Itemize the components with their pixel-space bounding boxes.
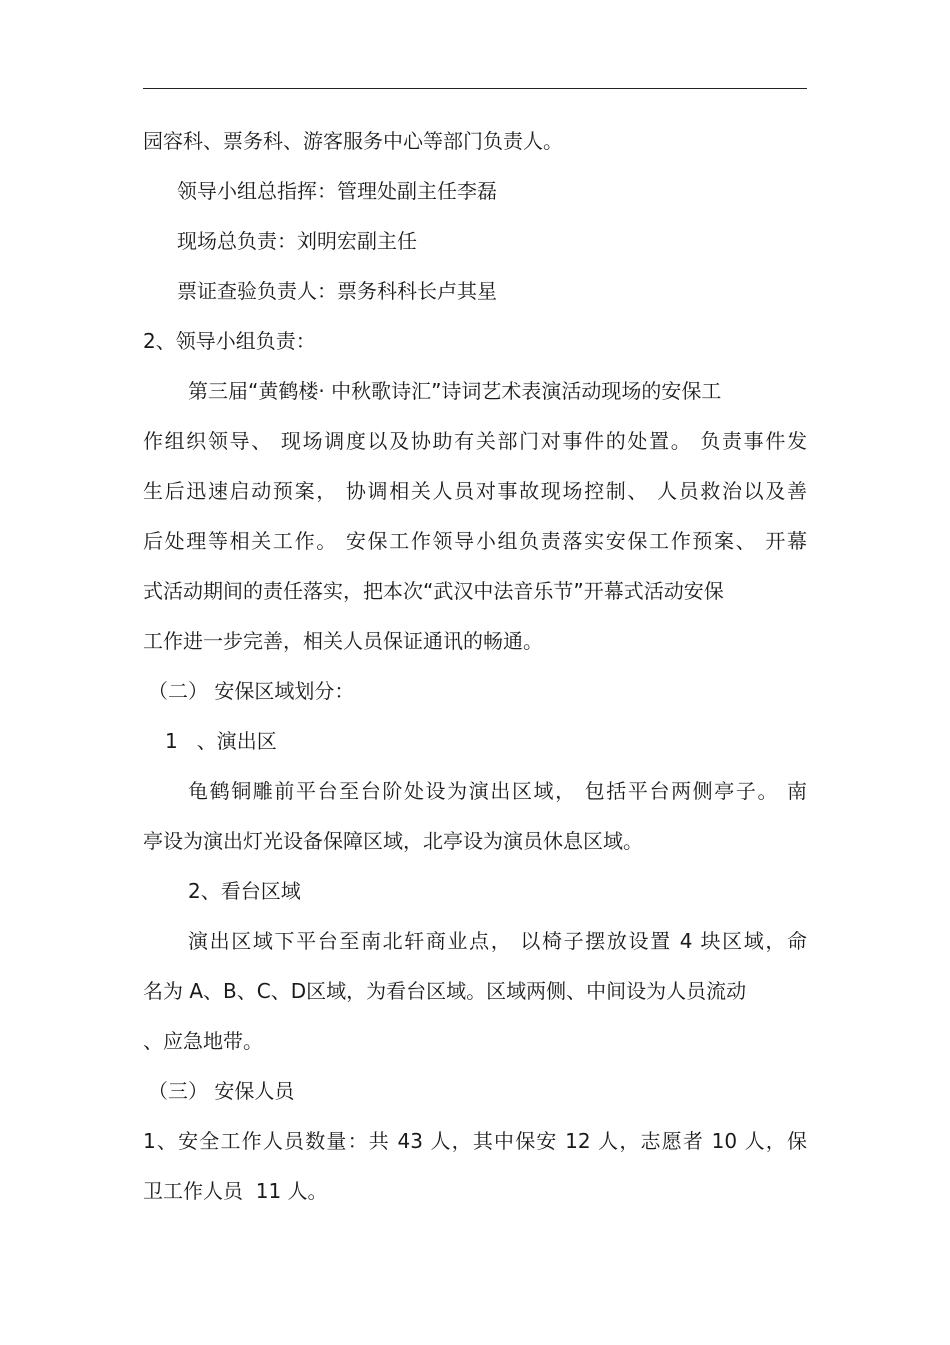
text-line: 亭设为演出灯光设备保障区域，北亭设为演员休息区域。 — [143, 829, 643, 853]
text-line: 生后迅速启动预案， 协调相关人员对事故现场控制、 人员救治以及善 — [143, 479, 807, 503]
text-line: 后处理等相关工作。 安保工作领导小组负责落实安保工作预案、 开幕 — [143, 529, 807, 553]
text-line: 演出区域下平台至南北轩商业点， 以椅子摆放设置 4 块区域，命 — [188, 929, 807, 953]
text-line: 式活动期间的责任落实，把本次“武汉中法音乐节”开幕式活动安保 — [143, 579, 724, 603]
text-line: 名为 A、B、C、D区域，为看台区域。区域两侧、中间设为人员流动 — [143, 979, 747, 1003]
text-line: 龟鹤铜雕前平台至台阶处设为演出区域， 包括平台两侧亭子。 南 — [188, 779, 807, 803]
subsection-heading: 1 、演出区 — [165, 729, 277, 753]
subsection-heading: 2、看台区域 — [188, 879, 301, 903]
text-line: 工作进一步完善，相关人员保证通讯的畅通。 — [143, 629, 543, 653]
section-heading: 2、领导小组负责： — [143, 329, 316, 353]
text-line: 领导小组总指挥：管理处副主任李磊 — [177, 179, 497, 203]
section-heading: （二） 安保区域划分： — [148, 679, 355, 703]
section-heading: （三） 安保人员 — [148, 1079, 295, 1103]
text-line: 卫工作人员 11 人。 — [143, 1179, 328, 1203]
header-rule — [143, 88, 807, 89]
text-line: 现场总负责：刘明宏副主任 — [177, 229, 417, 253]
text-line: 1、安全工作人员数量：共 43 人，其中保安 12 人，志愿者 10 人，保 — [143, 1129, 807, 1153]
text-line: 、应急地带。 — [143, 1029, 263, 1053]
text-line: 作组织领导、 现场调度以及协助有关部门对事件的处置。 负责事件发 — [143, 429, 807, 453]
text-line: 园容科、票务科、游客服务中心等部门负责人。 — [143, 129, 563, 153]
text-line: 票证查验负责人：票务科科长卢其星 — [177, 279, 497, 303]
text-line: 第三届“黄鹤楼· 中秋歌诗汇”诗词艺术表演活动现场的安保工 — [188, 379, 722, 403]
